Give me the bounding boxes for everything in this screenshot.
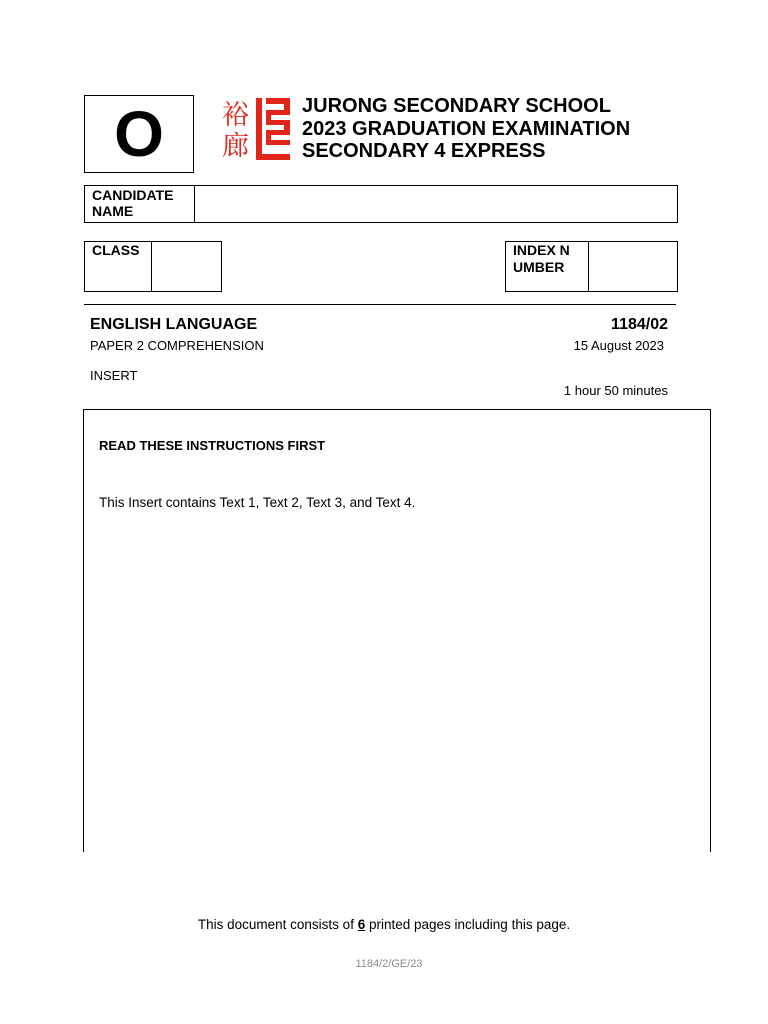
index-number-label: INDEX NUMBER — [513, 242, 570, 275]
exam-date: 15 August 2023 — [573, 338, 664, 353]
class-label: CLASS — [92, 242, 140, 258]
exam-name: 2023 GRADUATION EXAMINATION — [302, 117, 631, 140]
header-rule — [84, 304, 676, 305]
subject-title: ENGLISH LANGUAGE — [90, 316, 258, 333]
paper-code: 1184/02 — [611, 316, 668, 333]
school-logo — [220, 96, 292, 162]
field-divider — [151, 242, 152, 291]
logo-char-1: 裕 — [222, 100, 249, 131]
insert-label: INSERT — [90, 368, 138, 383]
candidate-name-label: CANDIDATE NAME — [92, 187, 174, 219]
paper-name: PAPER 2 COMPREHENSION — [90, 338, 264, 353]
class-field — [84, 241, 222, 292]
logo-char-2: 廊 — [222, 131, 249, 162]
index-number-field — [505, 241, 678, 292]
instructions-text: This Insert contains Text 1, Text 2, Text 3, and Text 4. — [99, 495, 416, 510]
school-name: JURONG SECONDARY SCHOOL — [302, 95, 611, 117]
page-count-prefix: This document consists of — [197, 917, 358, 932]
candidate-name-field — [84, 185, 678, 223]
level-name: SECONDARY 4 EXPRESS — [302, 140, 546, 162]
exam-duration: 1 hour 50 minutes — [563, 383, 668, 398]
field-divider — [588, 242, 589, 291]
document-code: 1184/2/GE/23 — [355, 958, 423, 970]
instructions-box — [83, 409, 711, 852]
school-title-block — [302, 95, 630, 163]
page-count-note — [0, 917, 768, 932]
level-box — [84, 95, 194, 173]
field-divider — [194, 186, 195, 222]
instructions-heading: READ THESE INSTRUCTIONS FIRST — [99, 438, 326, 453]
page-count-suffix: printed pages including this page. — [365, 917, 571, 932]
level-letter: O — [114, 98, 164, 170]
page-count-number: 6 — [357, 917, 366, 932]
logo-emblem — [256, 98, 290, 160]
